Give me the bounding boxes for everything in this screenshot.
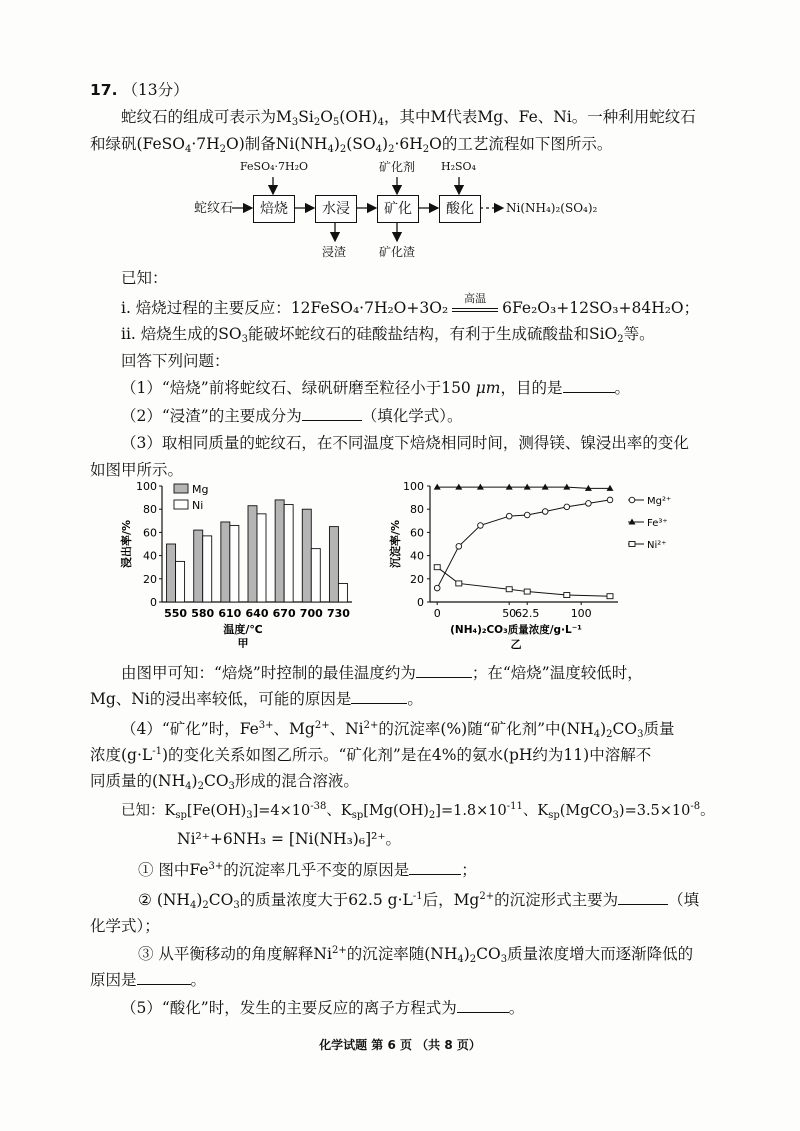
point-circle bbox=[542, 509, 548, 515]
q1-unit: μm bbox=[475, 379, 501, 397]
x-axis-label: 温度/℃ bbox=[223, 623, 263, 636]
intro-line-2: 和绿矾$(FeSO_4\cdot 7H_2O)$制备$Ni(NH_4)_2(SO_4)_2\cdot 6H_2O$的工艺流程如下图所示。 bbox=[90, 135, 613, 155]
legend-swatch-mg bbox=[174, 484, 188, 493]
ksp-text: 。 bbox=[700, 803, 715, 819]
q2 bbox=[121, 406, 462, 426]
sub-text: 原因是 bbox=[90, 971, 137, 989]
sub-text: （填 bbox=[668, 891, 700, 909]
bar-mg bbox=[275, 500, 284, 602]
bar-ni bbox=[311, 549, 320, 602]
x-tick-label: 670 bbox=[272, 607, 296, 620]
question-number: 17. bbox=[90, 81, 118, 99]
intro-text: )制备Ni(NH bbox=[238, 135, 328, 153]
answer-blank[interactable] bbox=[351, 689, 407, 704]
intro-text: 和绿矾(FeSO bbox=[90, 135, 185, 153]
q3-text: Mg、Ni的浸出率较低，可能的原因是 bbox=[90, 690, 352, 708]
q4-sub2-cont: 化学式）； bbox=[90, 917, 160, 935]
q4-text: 形成的混合溶液。 bbox=[234, 772, 359, 790]
x-tick-label: 610 bbox=[218, 607, 242, 620]
y-tick-label: 20 bbox=[143, 572, 157, 586]
known-text: ii. 焙烧生成的SO bbox=[121, 325, 242, 343]
q2-text: （填化学式）。 bbox=[361, 407, 463, 425]
known-ksp: 已知：$K_{sp}[Fe(OH)_3]=4\times 10^{-38}$、$K_{sp}[Mg(OH)_2]=1.8\times 10^{-11}$、$K_{sp}(MgCO_3)=3.5\times 10^{-8}$。 bbox=[121, 801, 715, 821]
chart-title: 甲 bbox=[237, 637, 249, 648]
legend-label: Mg²⁺ bbox=[647, 496, 672, 507]
x-tick-label: 640 bbox=[245, 607, 269, 620]
ksp-text: ]=1.8×10 bbox=[435, 803, 507, 819]
q4-text: 浓度(g·L bbox=[90, 746, 153, 764]
q4-line-1: （4）“矿化”时，$Fe^{3+}$、$Mg^{2+}$、$Ni^{2+}$的沉淀率(%)随“矿化剂”中$(NH_4)_2CO_3$质量 bbox=[121, 720, 675, 740]
point-square bbox=[456, 581, 462, 586]
ksp-text: 已知：K bbox=[121, 803, 176, 819]
bar-mg bbox=[302, 509, 311, 602]
legend-label: Ni bbox=[192, 499, 204, 512]
x-tick-label: 62.5 bbox=[514, 607, 540, 620]
legend-label: Ni²⁺ bbox=[647, 540, 667, 551]
bar-mg bbox=[194, 530, 203, 602]
flow-step-acidify: 酸化 bbox=[439, 195, 481, 223]
ksp-text: ]=4×10 bbox=[252, 803, 311, 819]
known-item-i bbox=[121, 292, 700, 318]
nickel-complex-equation: Ni²⁺+6NH₃ = [Ni(NH₃)₆]²⁺。 bbox=[177, 830, 402, 848]
sub-text: 的质量浓度大于62.5 g·L bbox=[239, 891, 413, 909]
ksp-text: )=3.5×10 bbox=[618, 803, 691, 819]
point-square bbox=[434, 565, 440, 570]
sub-text: ； bbox=[461, 861, 477, 879]
point-square bbox=[506, 587, 512, 592]
legend-label: Fe³⁺ bbox=[647, 518, 668, 529]
x-tick-label: 700 bbox=[299, 607, 323, 620]
page-footer: 化学试题 第 6 页 （共 8 页） bbox=[319, 1038, 481, 1052]
prompt: 回答下列问题： bbox=[121, 352, 230, 370]
x-tick-label: 100 bbox=[570, 607, 592, 620]
q4-text: CO bbox=[612, 720, 638, 738]
ksp-text: [Mg(OH) bbox=[363, 803, 429, 819]
flow-product: Ni(NH₄)₂(SO₄)₂ bbox=[506, 201, 598, 215]
intro-text: ，其中M代表Mg、Fe、Ni。一种利用蛇纹石 bbox=[384, 108, 696, 126]
legend-swatch-ni bbox=[174, 500, 188, 509]
q4-text: （4）“矿化”时，Fe bbox=[121, 720, 259, 738]
bar-mg bbox=[167, 544, 176, 602]
point-circle bbox=[524, 512, 530, 518]
point-circle bbox=[434, 585, 440, 591]
q4-text: )的变化关系如图乙所示。“矿化剂”是在4%的氨水(pH约为11)中溶解不 bbox=[161, 746, 652, 764]
flow-step-roast: 焙烧 bbox=[253, 195, 295, 223]
flow-waste-leach: 浸渣 bbox=[322, 245, 347, 259]
series-line-circle bbox=[437, 500, 610, 588]
equation-condition-mark bbox=[452, 292, 498, 312]
answer-blank[interactable] bbox=[618, 890, 668, 905]
bar-ni bbox=[257, 514, 266, 602]
y-axis-label: 沉淀率/% bbox=[389, 519, 402, 569]
bar-mg bbox=[329, 527, 338, 602]
x-tick-label: 50 bbox=[502, 607, 517, 620]
q5-text: 。 bbox=[508, 999, 525, 1017]
x-tick-label: 580 bbox=[191, 607, 215, 620]
flow-step-mineralize: 矿化 bbox=[377, 195, 419, 223]
y-axis-label: 浸出率/% bbox=[120, 519, 133, 569]
bar-ni bbox=[338, 583, 347, 602]
bar-ni bbox=[176, 561, 185, 602]
known-text: 能破坏蛇纹石的硅酸盐结构，有利于生成硫酸盐和SiO bbox=[247, 325, 618, 343]
flow-reagent-mineralize: 矿化剂 bbox=[379, 160, 416, 174]
series-line-triangle bbox=[437, 487, 610, 488]
q4-text: 同质量的(NH bbox=[90, 772, 186, 790]
chart-title: 乙 bbox=[510, 638, 522, 651]
q3-text: 。 bbox=[407, 690, 423, 708]
flow-waste-mineralize: 矿化渣 bbox=[379, 245, 416, 259]
legend-marker-square bbox=[629, 542, 635, 547]
x-tick-label: 0 bbox=[433, 607, 441, 620]
y-tick-label: 80 bbox=[143, 503, 157, 517]
q1-text: （1）“焙烧”前将蛇纹石、绿矾研磨至粒径小于150 bbox=[121, 379, 471, 397]
equation-left: 12FeSO₄·7H₂O+3O₂ bbox=[290, 299, 449, 317]
known-text: 等。 bbox=[623, 325, 655, 343]
bar-ni bbox=[203, 536, 212, 602]
sub-text: CO bbox=[208, 891, 234, 909]
q4-sub3: ③ 从平衡移动的角度解释$Ni^{2+}$的沉淀率随$(NH_4)_2CO_3$质量浓度增大而逐渐降低的 bbox=[138, 945, 694, 965]
answer-blank[interactable] bbox=[302, 406, 362, 421]
y-tick-label: 20 bbox=[410, 572, 424, 586]
q4-line-3: 同质量的$(NH_4)_2CO_3$形成的混合溶液。 bbox=[90, 772, 359, 792]
y-tick-label: 100 bbox=[136, 480, 157, 493]
intro-text: 蛇纹石的组成可表示为M bbox=[121, 108, 292, 126]
q1 bbox=[121, 378, 630, 398]
q4-text: CO bbox=[203, 772, 229, 790]
answer-blank[interactable] bbox=[409, 860, 461, 875]
y-tick-label: 40 bbox=[143, 549, 157, 563]
ksp-text: 、K bbox=[522, 803, 549, 819]
x-axis-label: (NH₄)₂CO₃质量浓度/g·L⁻¹ bbox=[450, 624, 582, 636]
point-square bbox=[564, 593, 570, 598]
q4-sub1: ① 图中$Fe^{3+}$的沉淀率几乎不变的原因是 ； bbox=[138, 861, 477, 879]
flow-step-leach: 水浸 bbox=[315, 195, 357, 223]
equation-right: 6Fe₂O₃+12SO₃+84H₂O； bbox=[502, 299, 700, 317]
sub-text: ③ 从平衡移动的角度解释Ni bbox=[138, 945, 332, 963]
flow-arrows bbox=[0, 0, 800, 270]
q4-sub3-cont bbox=[90, 970, 206, 990]
y-tick-label: 60 bbox=[410, 526, 424, 540]
y-tick-label: 60 bbox=[143, 526, 157, 540]
equation-condition: 高温 bbox=[464, 292, 487, 305]
ksp-text: 、K bbox=[326, 803, 352, 819]
q4-text: 、Ni bbox=[329, 720, 364, 738]
legend-marker-circle bbox=[629, 497, 635, 503]
sub-text: CO bbox=[476, 945, 501, 963]
answer-blank[interactable] bbox=[416, 663, 472, 678]
point-circle bbox=[506, 513, 512, 519]
sub-text: 质量浓度增大而逐渐降低的 bbox=[507, 945, 694, 963]
y-tick-label: 40 bbox=[410, 549, 424, 563]
q4-text: 、Mg bbox=[273, 720, 315, 738]
intro-line-1: 蛇纹石的组成可表示为$M_3Si_2O_5(OH)_4$，其中M代表Mg、Fe、Ni。一种利用蛇纹石 bbox=[121, 108, 696, 128]
sub-text: 的沉淀率几乎不变的原因是 bbox=[223, 861, 410, 879]
sub-text: 的沉淀率随(NH bbox=[346, 945, 458, 963]
answer-blank[interactable] bbox=[563, 378, 615, 393]
known-item-ii: ii. 焙烧生成的$SO_3$能破坏蛇纹石的硅酸盐结构，有利于生成硫酸盐和SiO$_2$等。 bbox=[121, 325, 655, 345]
known-label: 已知： bbox=[121, 269, 168, 287]
known-text: i. 焙烧过程的主要反应： bbox=[121, 299, 291, 317]
q2-text: （2）“浸渣”的主要成分为 bbox=[121, 407, 302, 425]
q5 bbox=[121, 998, 524, 1018]
bar-ni bbox=[284, 505, 293, 602]
bar-mg bbox=[248, 506, 257, 602]
y-tick-label: 0 bbox=[417, 596, 424, 609]
q3-continued-1 bbox=[121, 663, 643, 683]
y-tick-label: 100 bbox=[403, 480, 424, 493]
q4-line-2: 浓度$(g\cdot L^{-1})$的变化关系如图乙所示。“矿化剂”是在4%的氨水(pH约为11)中溶解不 bbox=[90, 746, 652, 764]
y-tick-label: 0 bbox=[150, 596, 157, 609]
answer-blank[interactable] bbox=[137, 970, 191, 985]
chart-yi bbox=[385, 470, 685, 655]
answer-blank[interactable] bbox=[457, 998, 509, 1013]
q1-end: 。 bbox=[614, 379, 631, 397]
flow-reagent-acid: H₂SO₄ bbox=[441, 160, 476, 173]
point-circle bbox=[478, 523, 484, 529]
q3-text: ；在“焙烧”温度较低时， bbox=[471, 664, 643, 682]
series-line-square bbox=[437, 567, 610, 596]
sub-text: 。 bbox=[190, 971, 207, 989]
x-tick-label: 550 bbox=[164, 607, 188, 620]
flow-reagent-roast: FeSO₄·7H₂O bbox=[240, 160, 309, 173]
point-circle bbox=[456, 544, 462, 550]
sub-text: 的沉淀形式主要为 bbox=[494, 891, 619, 909]
ksp-text: (MgCO bbox=[559, 803, 613, 819]
point-square bbox=[524, 589, 530, 594]
sub-text: 后，Mg bbox=[422, 891, 480, 909]
q3-continued-2 bbox=[90, 689, 423, 709]
x-tick-label: 730 bbox=[326, 607, 350, 620]
q1-text: ，目的是 bbox=[500, 379, 563, 397]
intro-text: 的工艺流程如下图所示。 bbox=[441, 135, 613, 153]
chart-jia bbox=[110, 478, 370, 648]
question-score: （13分） bbox=[122, 81, 189, 99]
point-square bbox=[607, 594, 613, 599]
y-tick-label: 80 bbox=[410, 503, 424, 517]
point-circle bbox=[564, 504, 570, 510]
q3-text: 由图甲可知：“焙烧”时控制的最佳温度约为 bbox=[121, 664, 416, 682]
q5-text: （5）“酸化”时，发生的主要反应的离子方程式为 bbox=[121, 999, 457, 1017]
q3-line-1: （3）取相同质量的蛇纹石，在不同温度下焙烧相同时间，测得镁、镍浸出率的变化 bbox=[121, 434, 689, 452]
q3-line-2: 如图甲所示。 bbox=[90, 461, 184, 479]
point-circle bbox=[607, 497, 613, 503]
q4-text: 质量 bbox=[643, 720, 675, 738]
sub-text: ② (NH bbox=[138, 891, 190, 909]
ksp-text: [Fe(OH) bbox=[186, 803, 247, 819]
point-circle bbox=[586, 501, 592, 507]
bar-mg bbox=[221, 522, 230, 602]
legend-label: Mg bbox=[192, 483, 209, 496]
flow-input: 蛇纹石 bbox=[194, 201, 234, 216]
bar-ni bbox=[230, 525, 239, 602]
sub-text: ① 图中Fe bbox=[138, 861, 209, 879]
q4-sub2: ② $(NH_4)_2CO_3$的质量浓度大于62.5 $g\cdot L^{-1}$后，$Mg^{2+}$的沉淀形式主要为 （填 bbox=[138, 891, 700, 911]
q4-text: 的沉淀率(%)随“矿化剂”中(NH bbox=[378, 720, 594, 738]
